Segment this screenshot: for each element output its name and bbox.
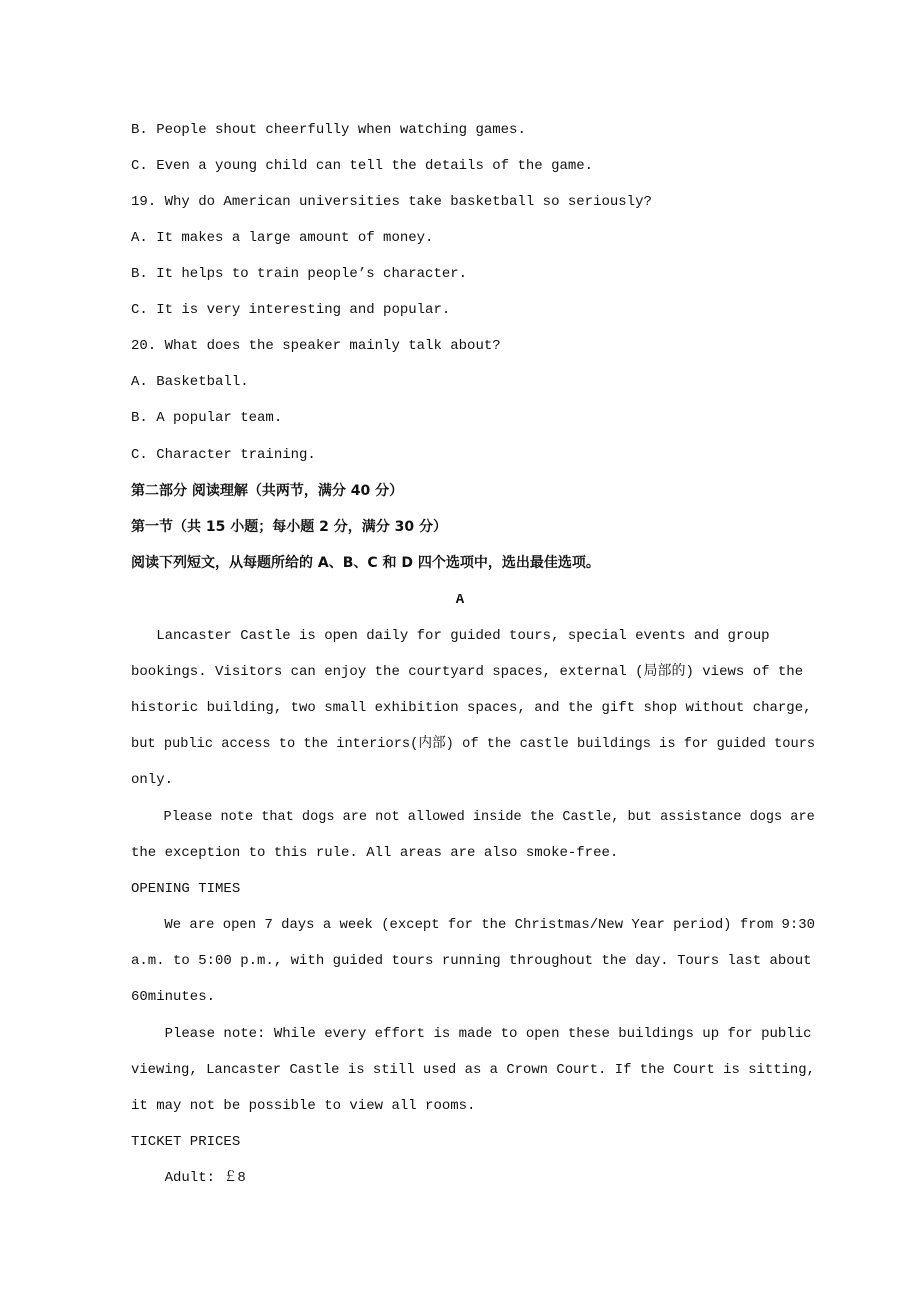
text-line: bookings. Visitors can enjoy the courtyard spaces, external (局部的) views of the [131, 664, 804, 680]
text-line: Adult: ￡8 [131, 1170, 246, 1186]
text-line: C. Character training. [131, 447, 316, 463]
text-line: C. Even a young child can tell the details of the game. [131, 158, 594, 174]
text-line: B. A popular team. [131, 410, 283, 426]
text-line: it may not be possible to view all rooms. [131, 1098, 476, 1114]
text-line: Please note: While every effort is made to open these buildings up for public [131, 1026, 812, 1042]
text-line: viewing, Lancaster Castle is still used as a Crown Court. If the Court is sitting, [131, 1062, 815, 1078]
text-line: We are open 7 days a week (except for the Christmas/New Year period) from 9:30 [131, 917, 815, 933]
text-line: A. It makes a large amount of money. [131, 230, 434, 246]
text-line: C. It is very interesting and popular. [131, 302, 451, 318]
text-line: B. People shout cheerfully when watching games. [131, 122, 526, 138]
text-line: Lancaster Castle is open daily for guided tours, special events and group [131, 628, 770, 644]
section-heading: 第一节（共 15 小题；每小题 2 分，满分 30 分） [131, 519, 447, 535]
text-line: 19. Why do American universities take basketball so seriously? [131, 194, 652, 210]
section-heading: 第二部分 阅读理解（共两节，满分 40 分） [131, 483, 404, 499]
text-line: 20. What does the speaker mainly talk about? [131, 338, 501, 354]
text-line: A. Basketball. [131, 374, 249, 390]
text-line: but public access to the interiors(内部) of the castle buildings is for guided tours [131, 736, 816, 752]
text-line: historic building, two small exhibition spaces, and the gift shop without charge, [131, 700, 812, 716]
text-line: OPENING TIMES [131, 881, 241, 897]
text-line: B. It helps to train people’s character. [131, 266, 468, 282]
text-line: Please note that dogs are not allowed inside the Castle, but assistance dogs are [131, 809, 815, 825]
text-line: a.m. to 5:00 p.m., with guided tours running throughout the day. Tours last about [131, 953, 812, 969]
text-line: only. [131, 772, 174, 788]
text-line: the exception to this rule. All areas are also smoke-free. [131, 845, 619, 861]
text-line: 60minutes. [131, 989, 216, 1005]
section-heading: 阅读下列短文，从每题所给的 A、B、C 和 D 四个选项中，选出最佳选项。 [131, 555, 600, 571]
text-line: TICKET PRICES [131, 1134, 241, 1150]
passage-title: A [455, 592, 465, 608]
